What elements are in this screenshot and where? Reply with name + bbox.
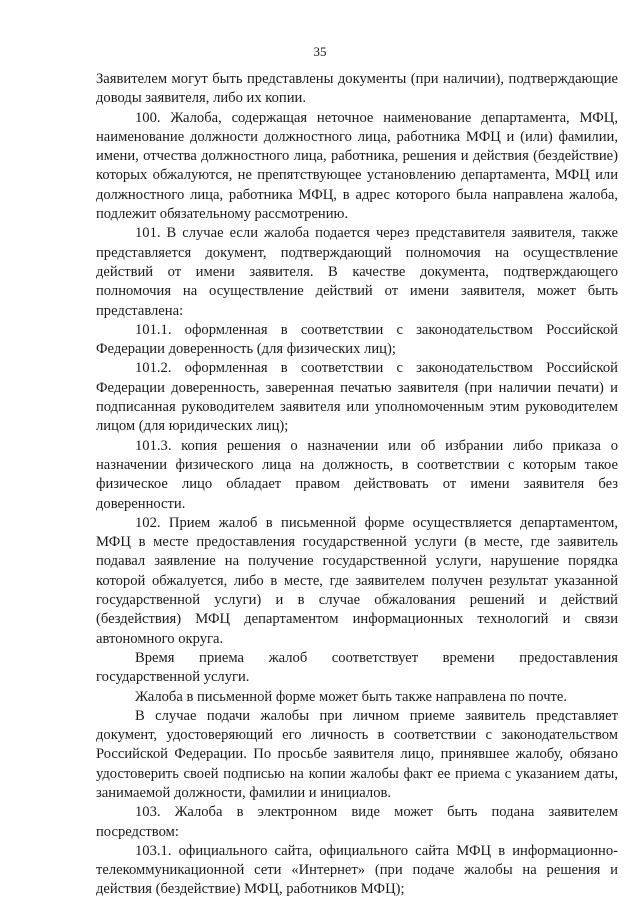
paragraph-103: 103. Жалоба в электронном виде может быть подана заявителем посредством: xyxy=(96,804,618,840)
paragraph-101-3: 101.3. копия решения о назначении или об избрании либо приказа о назначении физического лица на должность, в соответствии с которым такое физическое лицо обладает правом действовать от имени заявителя без доверенности. xyxy=(96,437,618,512)
document-body xyxy=(96,70,618,900)
paragraph-103-1: 103.1. официального сайта, официального сайта МФЦ в информационно-телекоммуникационной сети «Интернет» (при подаче жалобы на решения и действия (бездействие) МФЦ, работников МФЦ); xyxy=(96,842,618,898)
paragraph-personal-reception: В случае подачи жалобы при личном приеме заявитель представляет документ, удостоверяющий его личность в соответствии с законодательством Российской Федерации. По просьбе заявителя лицо, принявшее жалобу, обязано удостоверить своей подписью на копии жалобы факт ее приема с указанием даты, занимаемой должности, фамилии и инициалов. xyxy=(96,707,618,801)
paragraph-postal-submission: Жалоба в письменной форме может быть также направлена по почте. xyxy=(135,688,568,705)
paragraph-102: 102. Прием жалоб в письменной форме осуществляется департаментом, МФЦ в месте предоставления государственной услуги (в месте, где заявитель подавал заявление на получение государственной услуги, нарушение порядка которой обжалуется, либо в месте, где заявителем получен результат указанной государственной услуги) и в случае обжалования решений и действий (бездействия) МФЦ департаментом информационных технологий и связи автономного округа. xyxy=(96,514,618,647)
page-number: 35 xyxy=(313,44,327,59)
paragraph-reception-time: Время приема жалоб соответствует времени предоставления государственной услуги. xyxy=(96,649,618,686)
paragraph-101: 101. В случае если жалоба подается через представителя заявителя, также представляется документ, подтверждающий полномочия на осуществление действий от имени заявителя. В качестве документа, подтверждающего полномочия на осуществление действий от имени заявителя, может быть представлена: xyxy=(96,225,618,319)
paragraph-100: 100. Жалоба, содержащая неточное наименование департамента, МФЦ, наименование должности должностного лица, работника МФЦ и (или) фамилии, имени, отчества должностного лица, работника, решения и действия (бездействие) которых обжалуются, не препятствующее установлению департамента, МФЦ или должностного лица, работника МФЦ, в адрес которого была направлена жалоба, подлежит обязательному рассмотрению. xyxy=(96,109,618,223)
paragraph-documents-evidence: Заявителем могут быть представлены документы (при наличии), подтверждающие доводы заявителя, либо их копии. xyxy=(96,71,618,107)
paragraph-101-1: 101.1. оформленная в соответствии с законодательством Российской Федерации доверенность (для физических лиц); xyxy=(96,321,618,358)
paragraph-101-2: 101.2. оформленная в соответствии с законодательством Российской Федерации доверенность, заверенная печатью заявителя (при наличии печати) и подписанная руководителем заявителя или уполномоченным этим руководителем лицом (для юридических лиц); xyxy=(96,360,618,435)
